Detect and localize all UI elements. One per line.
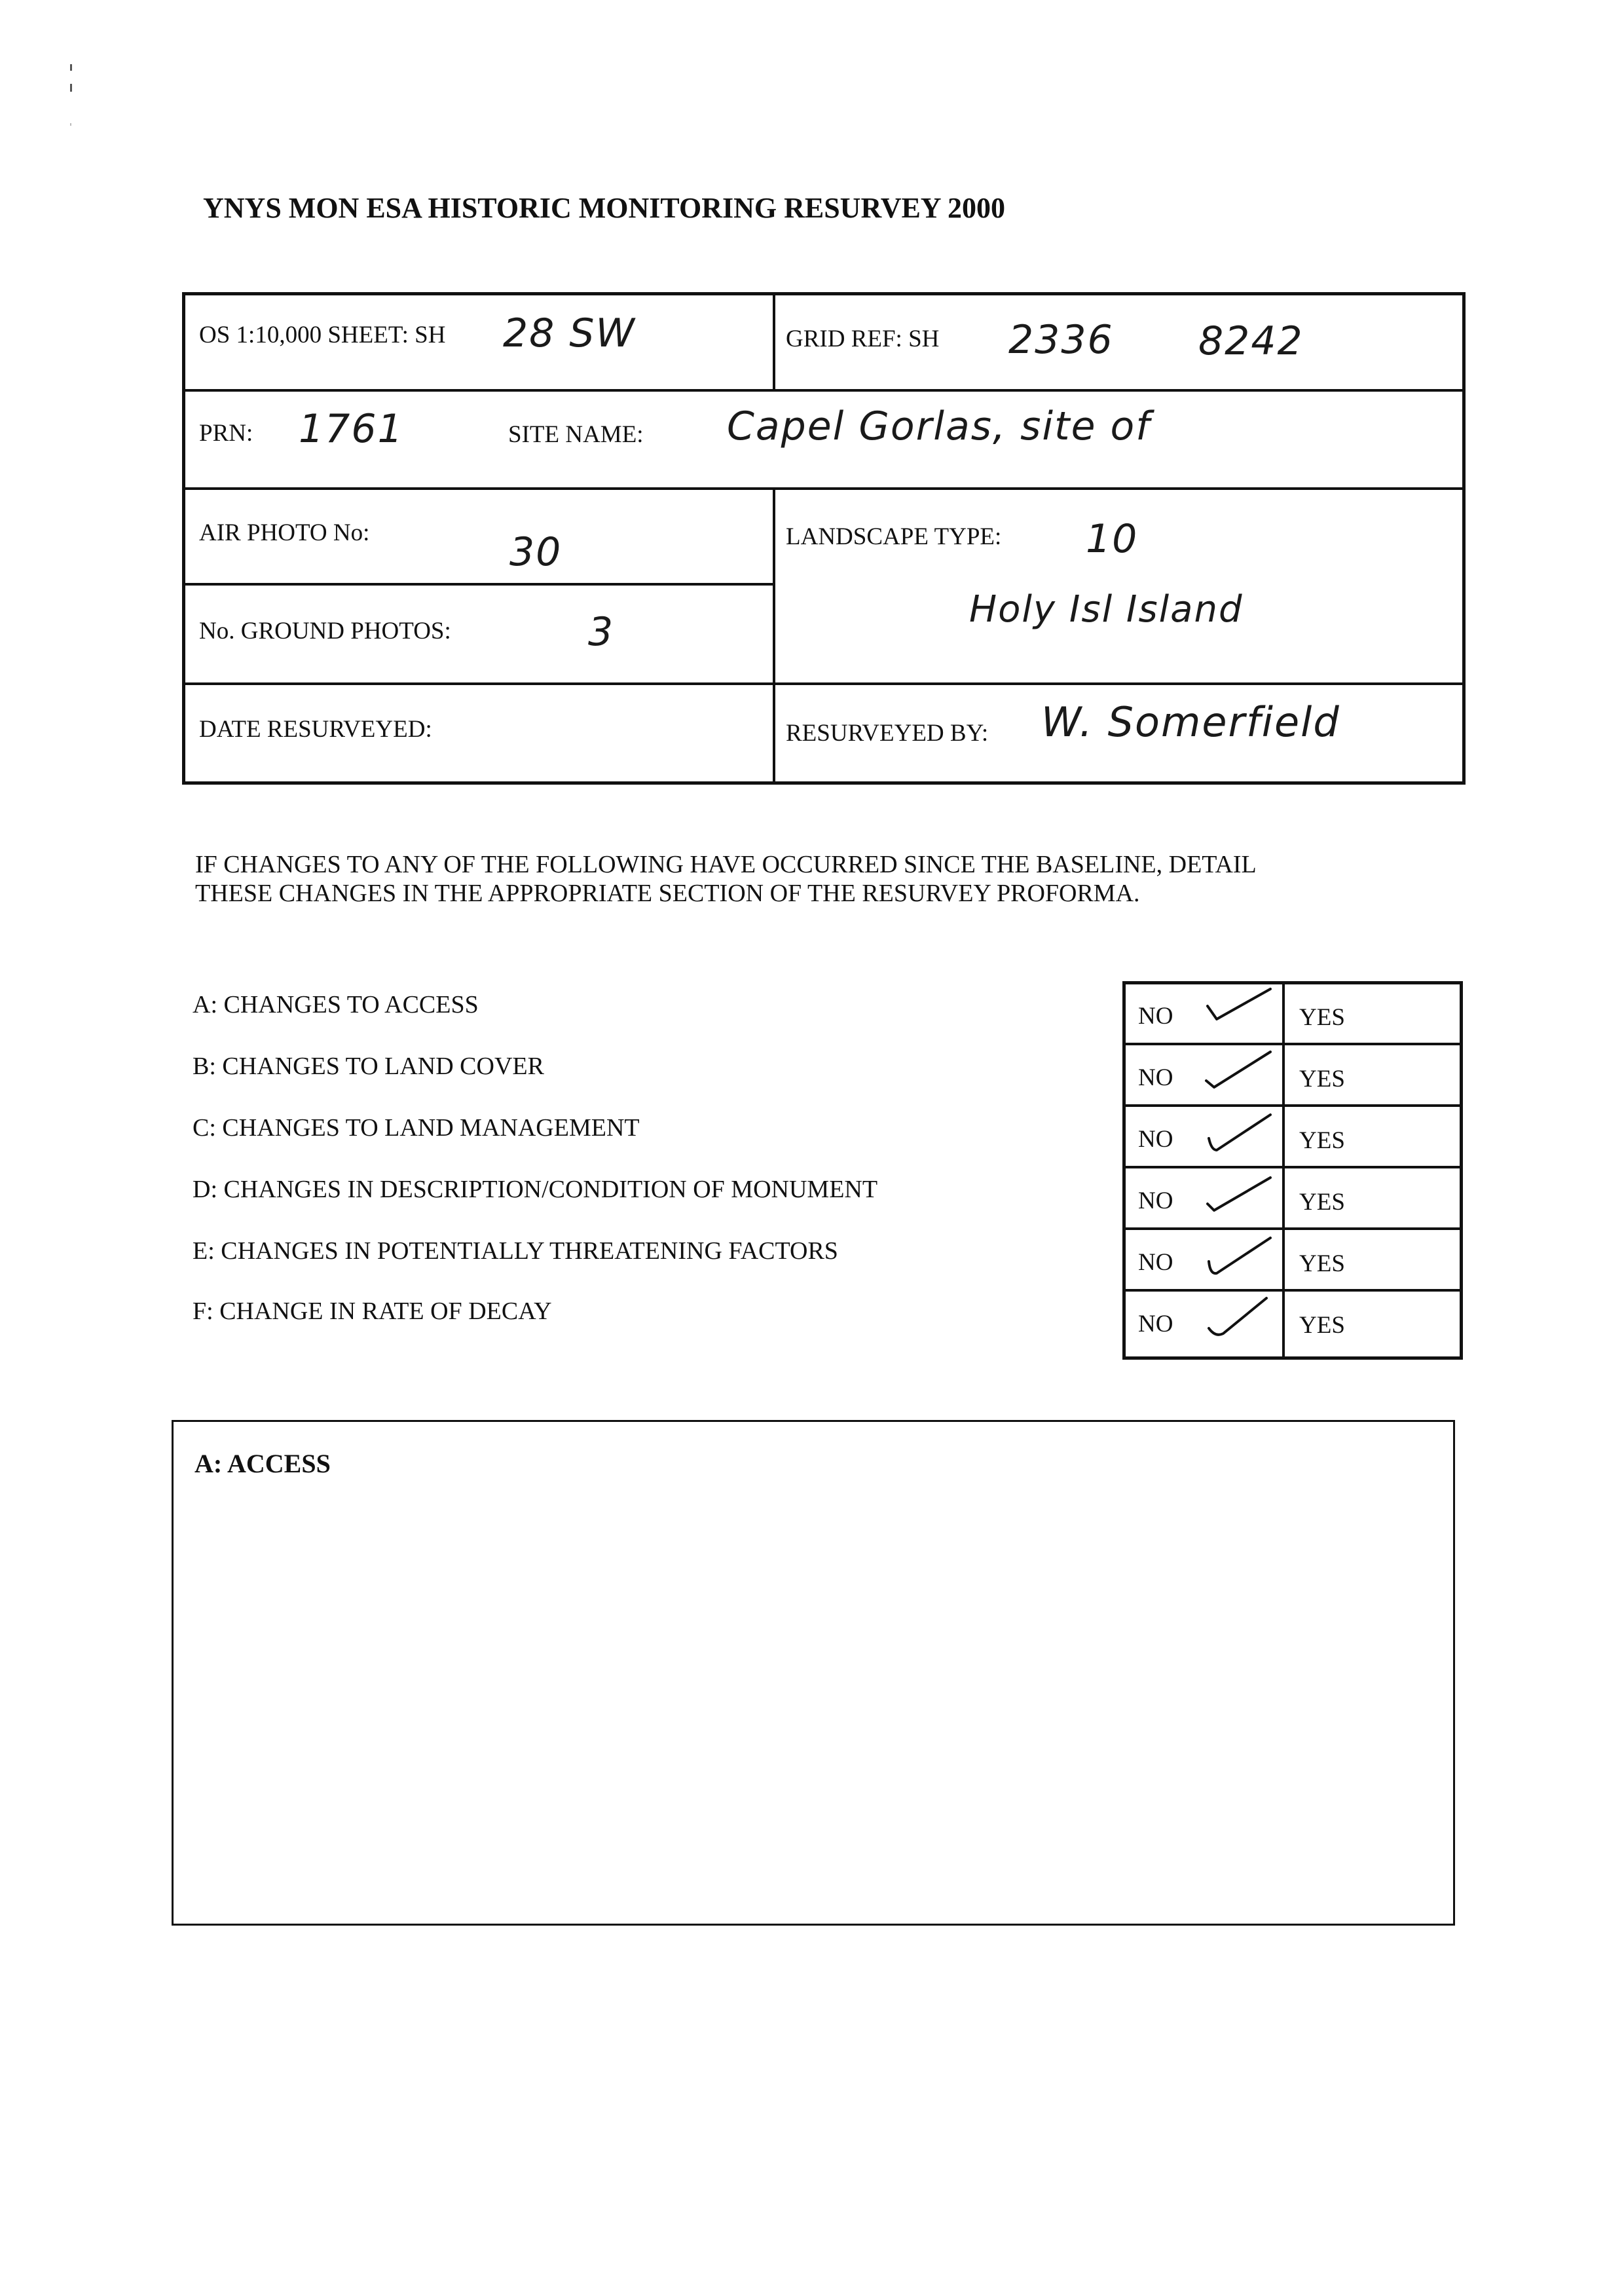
- change-label-e: E: CHANGES IN POTENTIALLY THREATENING FACTORS: [193, 1237, 838, 1265]
- checkmark-icon: [1202, 1110, 1274, 1155]
- site-name-value[interactable]: Capel Gorlas, site of: [727, 403, 1151, 449]
- checkmark-icon: [1202, 1292, 1274, 1341]
- checkmark-icon: [1202, 1047, 1274, 1092]
- checkmark-icon: [1202, 1231, 1274, 1280]
- change-e-yes-option[interactable]: YES: [1299, 1250, 1345, 1277]
- change-label-d: D: CHANGES IN DESCRIPTION/CONDITION OF MONUMENT: [193, 1176, 878, 1203]
- access-section[interactable]: [172, 1420, 1455, 1926]
- change-d-yes-option[interactable]: YES: [1299, 1189, 1345, 1216]
- instructions: [195, 850, 1479, 908]
- checkmark-icon: [1202, 984, 1274, 1027]
- landscape-type-value[interactable]: 10: [1086, 516, 1139, 562]
- scan-margin-marks: [68, 64, 75, 169]
- change-b-no-option[interactable]: NO: [1138, 1064, 1173, 1091]
- change-a-no-option[interactable]: NO: [1138, 1003, 1173, 1030]
- resurveyed-by-label: RESURVEYED BY:: [786, 720, 989, 747]
- change-label-a: A: CHANGES TO ACCESS: [193, 991, 479, 1018]
- ground-photos-label: No. GROUND PHOTOS:: [199, 618, 451, 644]
- change-answer-grid: [1122, 981, 1463, 1360]
- change-label-b: B: CHANGES TO LAND COVER: [193, 1053, 544, 1080]
- access-section-content[interactable]: [194, 1494, 1432, 1903]
- change-label-f: F: CHANGE IN RATE OF DECAY: [193, 1297, 552, 1325]
- prn-label: PRN:: [199, 420, 253, 447]
- date-resurveyed-label: DATE RESURVEYED:: [199, 716, 432, 743]
- resurveyed-by-value[interactable]: W. Somerfield: [1041, 698, 1340, 746]
- grid-ref-label: GRID REF: SH: [786, 326, 940, 352]
- access-section-title: A: ACCESS: [194, 1449, 331, 1478]
- landscape-type-note[interactable]: Holy Isl Island: [969, 588, 1244, 631]
- os-sheet-value[interactable]: 28 SW: [503, 310, 636, 356]
- change-a-yes-option[interactable]: YES: [1299, 1004, 1345, 1031]
- instructions-line-2: THESE CHANGES IN THE APPROPRIATE SECTION OF THE RESURVEY PROFORMA.: [195, 880, 1140, 907]
- change-c-no-option[interactable]: NO: [1138, 1126, 1173, 1153]
- form-title: YNYS MON ESA HISTORIC MONITORING RESURVEY 2000: [203, 192, 1005, 224]
- instructions-line-1: IF CHANGES TO ANY OF THE FOLLOWING HAVE OCCURRED SINCE THE BASELINE, DETAIL: [195, 851, 1257, 878]
- change-b-yes-option[interactable]: YES: [1299, 1066, 1345, 1092]
- landscape-type-label: LANDSCAPE TYPE:: [786, 523, 1002, 550]
- change-c-yes-option[interactable]: YES: [1299, 1127, 1345, 1154]
- checkmark-icon: [1202, 1171, 1274, 1217]
- ground-photos-value[interactable]: 3: [588, 609, 615, 655]
- air-photo-value[interactable]: 30: [509, 529, 563, 575]
- grid-ref-northing[interactable]: 8242: [1198, 318, 1304, 364]
- site-name-label: SITE NAME:: [508, 421, 644, 448]
- change-f-no-option[interactable]: NO: [1138, 1311, 1173, 1337]
- change-e-no-option[interactable]: NO: [1138, 1249, 1173, 1276]
- prn-value[interactable]: 1761: [299, 406, 404, 452]
- air-photo-label: AIR PHOTO No:: [199, 519, 370, 546]
- change-f-yes-option[interactable]: YES: [1299, 1312, 1345, 1339]
- change-d-no-option[interactable]: NO: [1138, 1187, 1173, 1214]
- change-label-c: C: CHANGES TO LAND MANAGEMENT: [193, 1114, 640, 1142]
- os-sheet-label: OS 1:10,000 SHEET: SH: [199, 322, 446, 348]
- grid-ref-easting[interactable]: 2336: [1008, 317, 1114, 363]
